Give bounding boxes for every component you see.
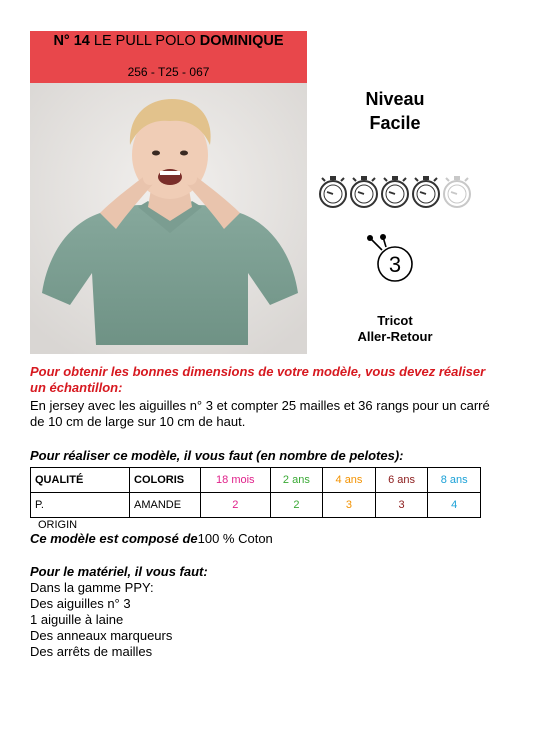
material-item: Des arrêts de mailles — [30, 644, 153, 659]
model-photo-illustration — [30, 83, 307, 354]
cell-count: 2 — [201, 493, 271, 518]
cell-quality-overflow: ORIGIN — [38, 519, 78, 531]
cell-color: AMANDE — [130, 493, 201, 518]
material-item: 1 aiguille à laine — [30, 612, 124, 627]
gauge-text: En jersey avec les aiguilles n° 3 et compter 25 mailles et 36 rangs pour un carré de 10 cm de large sur 10 cm de haut. — [30, 398, 490, 429]
pattern-number: N° 14 — [53, 33, 90, 49]
material-item: Des aiguilles n° 3 — [30, 596, 131, 611]
column-size: 18 mois — [201, 468, 271, 493]
composition-value: 100 % Coton — [197, 531, 273, 546]
cell-quality: P. — [31, 493, 130, 518]
cell-count: 3 — [323, 493, 376, 518]
stopwatch-icon-empty — [444, 176, 470, 207]
difficulty-value: Facile — [369, 113, 421, 133]
knitting-needle-icon — [366, 234, 418, 286]
knitting-technique — [330, 313, 460, 345]
column-size: 8 ans — [428, 468, 481, 493]
cell-count: 2 — [270, 493, 323, 518]
composition — [30, 530, 273, 548]
cell-count: 3 — [375, 493, 428, 518]
stopwatch-icon-filled — [320, 176, 346, 207]
stopwatch-icon-filled — [413, 176, 439, 207]
stopwatch-icon-filled — [351, 176, 377, 207]
difficulty-rating — [318, 174, 473, 210]
yarn-table — [30, 467, 481, 518]
yarn-heading: Pour réaliser ce modèle, il vous faut (en nombre de pelotes): — [30, 448, 404, 463]
material-heading: Pour le matériel, il vous faut: — [30, 564, 208, 579]
pattern-title-regular: LE PULL POLO — [93, 33, 196, 49]
material-item: Des anneaux marqueurs — [30, 628, 173, 643]
difficulty-label: Niveau — [365, 89, 425, 109]
needle-size: 3 — [388, 252, 402, 277]
technique-line1: Tricot — [377, 313, 413, 328]
composition-heading: Ce modèle est composé de — [30, 531, 198, 546]
cell-count: 4 — [428, 493, 481, 518]
pattern-reference: 256 - T25 - 067 — [127, 65, 210, 79]
material-list — [30, 580, 172, 660]
difficulty-level — [330, 87, 460, 135]
technique-line2: Aller-Retour — [357, 329, 433, 344]
column-color: COLORIS — [130, 468, 201, 493]
pattern-title — [30, 33, 307, 49]
table-header-row — [31, 468, 481, 493]
column-quality: QUALITÉ — [31, 468, 130, 493]
material-item: Dans la gamme PPY: — [30, 580, 154, 595]
model-photo — [30, 83, 307, 354]
table-row — [31, 493, 481, 518]
stopwatch-icon-filled — [382, 176, 408, 207]
column-size: 6 ans — [375, 468, 428, 493]
gauge-heading: Pour obtenir les bonnes dimensions de votre modèle, vous devez réaliser un échantillon: — [30, 364, 486, 395]
column-size: 4 ans — [323, 468, 376, 493]
title-banner — [30, 31, 307, 83]
column-size: 2 ans — [270, 468, 323, 493]
pattern-title-bold: DOMINIQUE — [199, 33, 284, 49]
